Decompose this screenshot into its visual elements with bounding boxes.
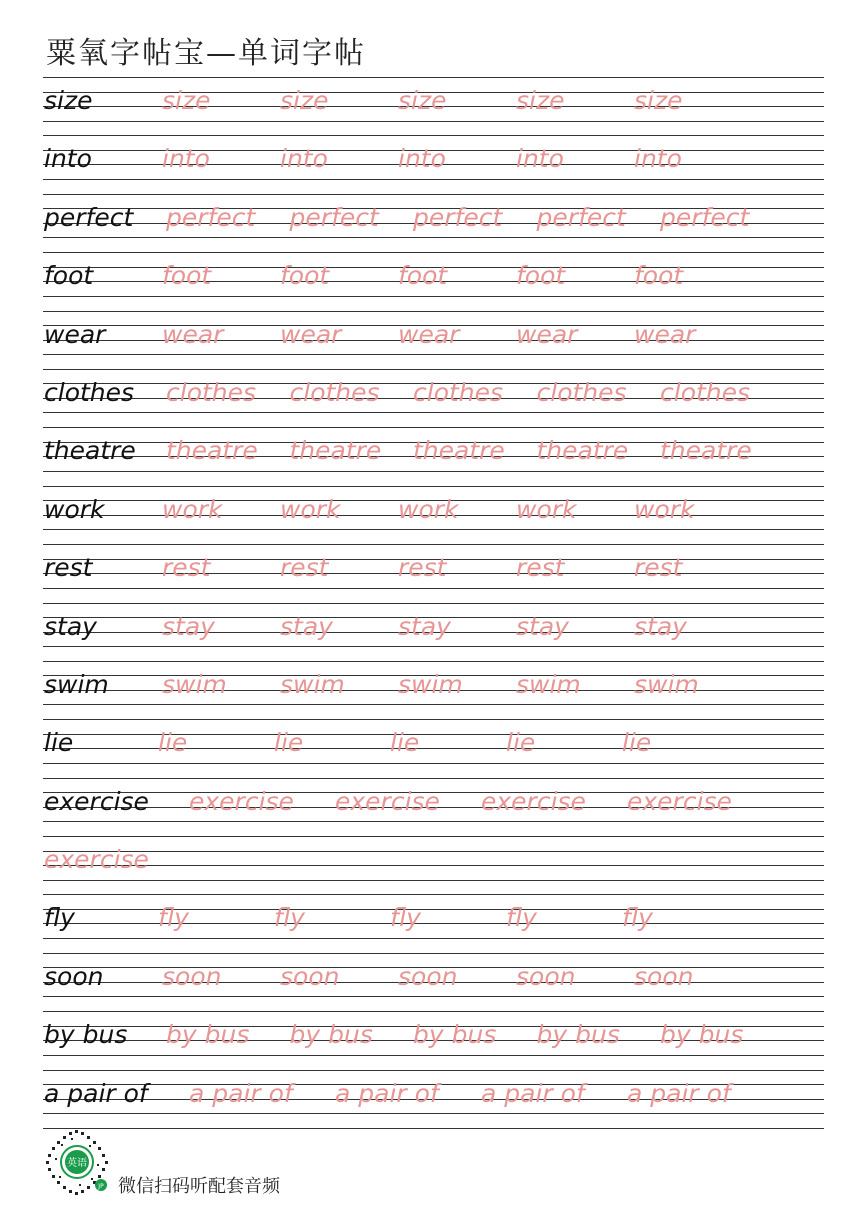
trace-word: exercise [189, 786, 294, 816]
trace-word: lie [274, 728, 304, 758]
trace-word: size [634, 86, 683, 115]
trace-word: foot [516, 261, 566, 291]
trace-word: foot [162, 261, 212, 291]
trace-word: exercise [627, 786, 732, 816]
trace-word: rest [516, 553, 565, 583]
trace-word: swim [280, 669, 345, 699]
trace-word: stay [516, 611, 569, 641]
trace-word: into [516, 144, 564, 174]
ruling-line [43, 778, 824, 779]
trace-word: rest [398, 553, 447, 583]
practice-row [43, 894, 824, 952]
practice-row [43, 953, 824, 1011]
trace-word: a pair of [481, 1078, 585, 1108]
trace-word: into [280, 144, 328, 174]
trace-word: into [398, 144, 446, 174]
trace-word: wear [634, 319, 696, 349]
trace-word: size [398, 86, 447, 115]
practice-row [43, 544, 824, 602]
trace-word: rest [280, 553, 329, 583]
trace-word: work [162, 494, 223, 524]
trace-word: by bus [660, 1020, 744, 1050]
model-word: into [44, 144, 92, 174]
trace-word: stay [280, 611, 333, 641]
ruling-line [43, 1128, 824, 1129]
model-word: perfect [44, 202, 134, 232]
model-word: work [44, 494, 105, 524]
trace-word: size [516, 86, 565, 115]
trace-word: wear [280, 319, 342, 349]
trace-word: by bus [536, 1020, 620, 1050]
trace-word: exercise [44, 845, 149, 875]
trace-word: soon [280, 961, 340, 991]
trace-word: theatre [536, 436, 629, 466]
model-word: rest [44, 553, 93, 583]
trace-word: fly [390, 903, 421, 933]
ruling-line [43, 894, 824, 895]
trace-word: size [280, 86, 329, 115]
svg-text:JP: JP [98, 1183, 104, 1190]
trace-word: theatre [166, 436, 258, 466]
trace-word: soon [634, 961, 694, 991]
model-word: foot [44, 261, 94, 291]
model-word: lie [44, 728, 74, 758]
ruling-line [43, 311, 824, 312]
trace-word: wear [516, 319, 578, 349]
trace-word: exercise [335, 786, 440, 816]
trace-word: work [398, 494, 459, 524]
trace-word: exercise [481, 786, 586, 816]
trace-word: soon [516, 961, 576, 991]
trace-word: rest [634, 553, 683, 583]
ruling-line [43, 135, 824, 136]
ruling-line [43, 603, 824, 604]
ruling-line [43, 544, 824, 545]
ruling-line [43, 719, 824, 720]
model-word: fly [44, 903, 75, 933]
ruling-line [43, 77, 824, 78]
practice-row [43, 194, 824, 252]
ruling-line [43, 252, 824, 253]
ruling-line [43, 1011, 824, 1012]
ruling-line [43, 953, 824, 954]
trace-word: perfect [660, 202, 750, 232]
trace-word: wear [398, 319, 460, 349]
trace-word: size [162, 86, 211, 115]
trace-word: swim [634, 669, 699, 699]
ruling-line [43, 194, 824, 195]
trace-word: a pair of [627, 1078, 731, 1108]
trace-word: by bus [166, 1020, 250, 1050]
trace-word: work [516, 494, 577, 524]
model-word: swim [44, 669, 109, 699]
trace-word: by bus [413, 1020, 497, 1050]
model-word: wear [44, 319, 106, 349]
trace-word: stay [634, 611, 687, 641]
model-word: size [44, 86, 93, 115]
practice-row [43, 836, 824, 894]
trace-word: fly [622, 903, 653, 933]
page-title: 粟氧字帖宝—单词字帖 [46, 36, 366, 71]
practice-row [43, 719, 824, 777]
ruling-line [43, 880, 824, 881]
trace-word: lie [622, 728, 652, 758]
trace-word: foot [634, 261, 684, 291]
trace-word: foot [398, 261, 448, 291]
trace-word: perfect [536, 202, 626, 232]
practice-row [43, 603, 824, 661]
trace-word: into [162, 144, 210, 174]
model-word: by bus [44, 1020, 128, 1050]
trace-word: clothes [660, 377, 751, 407]
model-word: a pair of [44, 1078, 148, 1108]
trace-word: soon [398, 961, 458, 991]
ruling-line [43, 865, 824, 866]
ruling-line [43, 486, 824, 487]
trace-word: lie [158, 728, 188, 758]
practice-row [43, 427, 824, 485]
practice-row [43, 369, 824, 427]
trace-word: lie [390, 728, 420, 758]
trace-word: a pair of [335, 1078, 439, 1108]
trace-word: theatre [289, 436, 382, 466]
ruling-line [43, 836, 824, 837]
model-word: stay [44, 611, 97, 641]
ruling-line [43, 427, 824, 428]
ruling-line [43, 1070, 824, 1071]
handwriting-sheet [43, 77, 824, 1129]
trace-word: wear [162, 319, 224, 349]
practice-row [43, 778, 824, 836]
trace-word: perfect [166, 202, 256, 232]
trace-word: fly [274, 903, 305, 933]
trace-word: theatre [660, 436, 752, 466]
trace-word: soon [162, 961, 222, 991]
trace-word: clothes [536, 377, 627, 407]
trace-word: lie [506, 728, 536, 758]
trace-word: foot [280, 261, 330, 291]
practice-row [43, 1011, 824, 1069]
trace-word: fly [158, 903, 189, 933]
trace-word: clothes [289, 377, 380, 407]
trace-word: perfect [413, 202, 503, 232]
practice-row [43, 661, 824, 719]
trace-word: swim [398, 669, 463, 699]
trace-word: by bus [289, 1020, 373, 1050]
trace-word: into [634, 144, 682, 174]
trace-word: clothes [166, 377, 257, 407]
trace-word: clothes [413, 377, 504, 407]
practice-row [43, 486, 824, 544]
trace-word: swim [162, 669, 227, 699]
trace-word: work [280, 494, 341, 524]
model-word: theatre [44, 436, 136, 466]
trace-word: swim [516, 669, 581, 699]
ruling-line [43, 851, 824, 852]
practice-row [43, 311, 824, 369]
trace-word: theatre [413, 436, 505, 466]
trace-word: stay [398, 611, 451, 641]
trace-word: work [634, 494, 695, 524]
model-word: exercise [44, 786, 149, 816]
trace-word: a pair of [189, 1078, 293, 1108]
practice-row [43, 1070, 824, 1128]
trace-word: fly [506, 903, 537, 933]
trace-word: stay [162, 611, 215, 641]
model-word: soon [44, 961, 104, 991]
trace-word: rest [162, 553, 211, 583]
ruling-line [43, 661, 824, 662]
qr-badge-label: 英语 [67, 1158, 87, 1169]
practice-row [43, 252, 824, 310]
trace-word: perfect [289, 202, 379, 232]
model-word: clothes [44, 377, 135, 407]
qr-code-icon [43, 1128, 111, 1196]
practice-row [43, 77, 824, 135]
ruling-line [43, 369, 824, 370]
practice-row [43, 135, 824, 193]
footer-caption: 微信扫码听配套音频 [118, 1176, 280, 1197]
